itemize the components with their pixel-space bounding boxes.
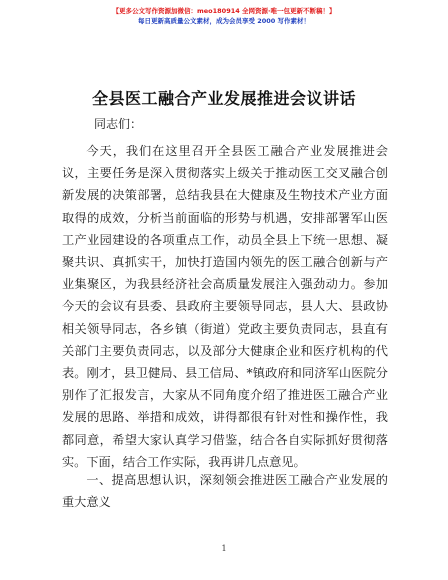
document-title: 全县医工融合产业发展推进会议讲话 [91, 89, 356, 108]
page-number: 1 [221, 544, 227, 553]
body-paragraph: 今天，我们在这里召开全县医工融合产业发展推进会议，主要任务是深入贯彻落实上级关于推动医工交叉融合创新发展的决策部署，总结我县在大健康及生物技术产业方面取得的成效，分析当前面临的形势与机遇，安排部署军山医工产业园建设的各项重点工作，动员全县上下统一思想、凝聚共识、真抓实干，加快打造国内领先的医工融合创新与产业集聚区，为我县经济社会高质量发展注入强劲动力。参加今天的会议有县委、县政府主要领导同志，县人大、县政协相关领导同志，各乡镇（街道）党政主要负责同志，县直有关部门主要负责同志，以及部分大健康企业和医疗机构的代表。刚才，县卫健局、县工信局、*镇政府和同济军山医院分别作了汇报发言，大家从不同角度介绍了推进医工融合产业发展的思路、举措和成效，讲得都很有针对性和操作性，我都同意，希望大家认真学习借鉴，结合各自实际抓好贯彻落实。下面，结合工作实际，我再讲几点意见。 [62, 144, 388, 469]
promo-banner-line-2: 每日更新高质量公文素材，成为会员享受 2000 写作素材！ [137, 17, 311, 25]
section-heading-paragraph: 一、提高思想认识，深刻领会推进医工融合产业发展的重大意义 [62, 473, 388, 510]
salutation: 同志们： [94, 117, 143, 131]
promo-banner-line-1: 【更多公文写作资源加微信：meo180914 全网资源·唯一包更新不断稿！】 [112, 7, 336, 15]
